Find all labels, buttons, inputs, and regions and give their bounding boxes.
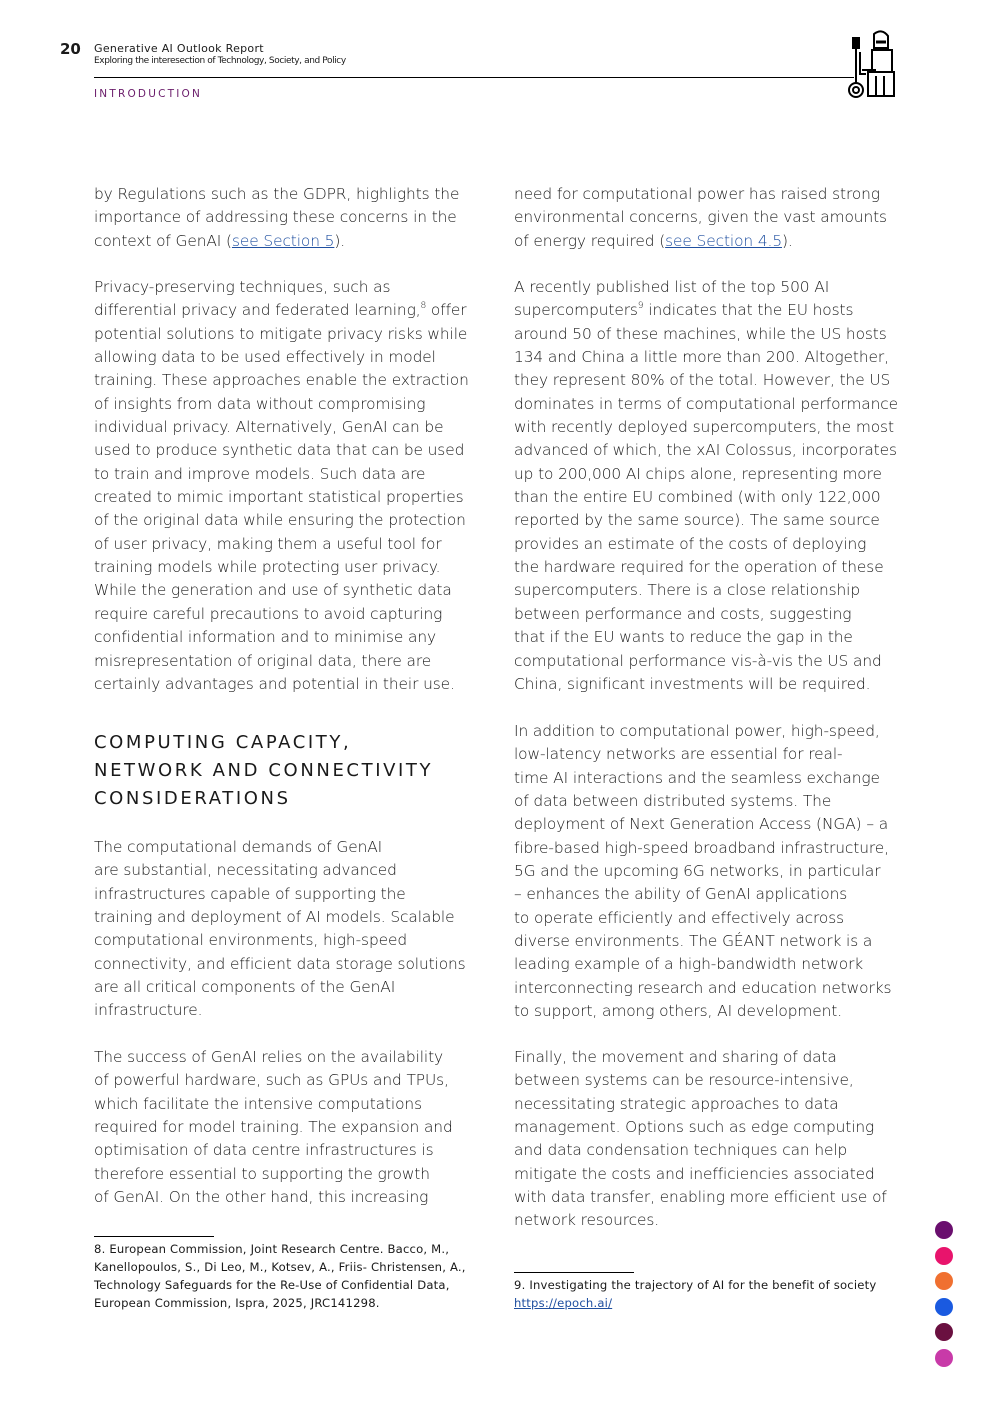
- text-line: [94, 953, 466, 976]
- text-line: [94, 929, 466, 952]
- text-line: [514, 767, 891, 790]
- left-paragraph-2: [94, 276, 469, 696]
- text: need for computational power has raised strong: [514, 185, 880, 203]
- text: misrepresentation of original data, there are: [94, 651, 432, 670]
- illustration-logo-icon: [842, 28, 900, 100]
- text: indicates that the EU hosts: [643, 301, 854, 320]
- section-heading: [94, 729, 433, 813]
- text: mitigate the costs and inefficiencies associated: [514, 1164, 875, 1183]
- text: confidential information and to minimise any: [94, 628, 436, 647]
- text: importance of addressing these concerns in the: [94, 208, 457, 227]
- footnote-9: [514, 1276, 876, 1312]
- text-line: [514, 346, 898, 369]
- text-line: [514, 486, 898, 509]
- text: diverse environments. The GÉANT network is a: [514, 932, 873, 951]
- text-line: [514, 1209, 887, 1232]
- text: necessitating strategic approaches to data: [514, 1094, 839, 1113]
- text-line: [514, 837, 891, 860]
- text: differential privacy and federated learning,: [94, 301, 421, 320]
- page-number: 20: [60, 40, 81, 58]
- text: training. These approaches enable the extraction: [94, 371, 469, 390]
- text-line: [94, 1116, 453, 1139]
- text-line: [94, 999, 466, 1022]
- text: China, significant investments will be required.: [514, 674, 871, 693]
- text-line: [514, 416, 898, 439]
- text-line: [514, 930, 891, 953]
- text-line: [514, 860, 891, 883]
- text: offer: [426, 301, 467, 320]
- text-line: [94, 276, 469, 299]
- text: optimisation of data centre infrastructures is: [94, 1141, 434, 1160]
- text: In addition to computational power, high-speed,: [514, 722, 880, 740]
- footnote-ref[interactable]: 9: [637, 301, 644, 312]
- left-paragraph-4: [94, 1046, 453, 1209]
- text-line: [94, 1046, 453, 1069]
- text-line: [514, 439, 898, 462]
- text-line: [514, 183, 887, 206]
- text-line: [514, 673, 898, 696]
- text: to train and improve models. Such data are: [94, 464, 426, 483]
- text: The computational demands of GenAI: [94, 838, 383, 856]
- text: therefore essential to supporting the growth: [94, 1164, 430, 1183]
- text: The success of GenAI relies on the availability: [94, 1048, 444, 1066]
- header-divider: [94, 77, 854, 78]
- color-dot: [935, 1221, 953, 1239]
- heading-line: NETWORK AND CONNECTIVITY: [94, 760, 434, 781]
- color-dot: [935, 1298, 953, 1316]
- text: around 50 of these machines, while the US hosts: [514, 324, 887, 343]
- text: which facilitate the intensive computations: [94, 1094, 422, 1113]
- footnote-8: [94, 1240, 466, 1312]
- text: Finally, the movement and sharing of data: [514, 1048, 837, 1066]
- text-line: [94, 1139, 453, 1162]
- text: 5G and the upcoming 6G networks, in particular: [514, 862, 881, 881]
- text-line: [514, 463, 898, 486]
- text-line: [94, 346, 469, 369]
- text: infrastructures capable of supporting the: [94, 884, 406, 903]
- text: time AI interactions and the seamless exchange: [514, 768, 880, 787]
- text: – enhances the ability of GenAI applications: [514, 885, 848, 904]
- heading-line: COMPUTING CAPACITY,: [94, 732, 352, 753]
- text: management. Options such as edge computing: [514, 1118, 875, 1137]
- right-paragraph-2: [514, 276, 898, 696]
- text: they represent 80% of the total. However, the US: [514, 371, 891, 390]
- text-line: [514, 883, 891, 906]
- text: computational environments, high-speed: [94, 931, 408, 950]
- footnote-line: 8. European Commission, Joint Research Centre. Bacco, M.,: [94, 1242, 450, 1256]
- text: training models while protecting user privacy.: [94, 558, 441, 577]
- footnote-text: 9. Investigating the trajectory of AI for the benefit of society: [514, 1278, 877, 1292]
- text-line: [94, 976, 466, 999]
- text-line: [94, 206, 459, 229]
- text: dominates in terms of computational performance: [514, 394, 898, 413]
- text: of energy required (: [514, 231, 666, 250]
- text-line: [514, 393, 898, 416]
- text-line: [94, 509, 469, 532]
- text-line: [514, 299, 898, 322]
- text: to operate efficiently and effectively across: [514, 908, 845, 927]
- text-line: [94, 183, 459, 206]
- text-line: [514, 1163, 887, 1186]
- footnote-line: European Commission, Ispra, 2025, JRC141298.: [94, 1296, 380, 1310]
- text: leading example of a high-bandwidth network: [514, 955, 864, 974]
- report-title: Generative AI Outlook Report: [94, 42, 264, 55]
- section-label: INTRODUCTION: [94, 88, 203, 100]
- text-line: [94, 556, 469, 579]
- text: between systems can be resource-intensive,: [514, 1071, 854, 1090]
- text: reported by the same source). The same source: [514, 511, 880, 530]
- text-line: [514, 206, 887, 229]
- text-line: [514, 509, 898, 532]
- text-line: [514, 650, 898, 673]
- text-line: [94, 230, 459, 253]
- text: between performance and costs, suggesting: [514, 604, 852, 623]
- text: certainly advantages and potential in their use.: [94, 674, 455, 693]
- text: require careful precautions to avoid capturing: [94, 604, 443, 623]
- text: 134 and China a little more than 200. Altogether,: [514, 348, 889, 367]
- text: of data between distributed systems. The: [514, 792, 832, 811]
- text-line: [514, 369, 898, 392]
- text-line: [514, 626, 898, 649]
- text-line: [514, 1046, 887, 1069]
- text: are all critical components of the GenAI: [94, 978, 396, 997]
- footnote-link[interactable]: https://epoch.ai/: [514, 1296, 613, 1310]
- text: used to produce synthetic data that can be used: [94, 441, 465, 460]
- color-dot: [935, 1272, 953, 1290]
- text: of powerful hardware, such as GPUs and TPUs,: [94, 1071, 449, 1090]
- text-line: [514, 230, 887, 253]
- text: of GenAI. On the other hand, this increasing: [94, 1188, 429, 1207]
- text: potential solutions to mitigate privacy risks while: [94, 324, 468, 343]
- heading-line: CONSIDERATIONS: [94, 788, 291, 809]
- text-line: [94, 486, 469, 509]
- text-line: [94, 416, 469, 439]
- text: While the generation and use of synthetic data: [94, 581, 452, 600]
- text-line: [94, 533, 469, 556]
- text-line: [514, 953, 891, 976]
- section-link[interactable]: see Section 5: [231, 231, 335, 250]
- text-line: [94, 579, 469, 602]
- text-line: [514, 579, 898, 602]
- text: that if the EU wants to reduce the gap in the: [514, 628, 853, 647]
- text: Privacy-preserving techniques, such as: [94, 278, 391, 296]
- text-line: [94, 323, 469, 346]
- text: low-latency networks are essential for real-: [514, 745, 843, 764]
- text-line: [94, 439, 469, 462]
- text: context of GenAI (: [94, 231, 232, 250]
- text-line: [94, 1093, 453, 1116]
- text: A recently published list of the top 500 AI: [514, 278, 830, 296]
- text-line: [514, 1139, 887, 1162]
- text: by Regulations such as the GDPR, highlights the: [94, 185, 460, 203]
- text: of user privacy, making them a useful tool for: [94, 534, 442, 553]
- text: interconnecting research and education networks: [514, 978, 892, 997]
- text-line: [514, 1116, 887, 1139]
- text: connectivity, and efficient data storage solutions: [94, 954, 466, 973]
- text-line: [514, 743, 891, 766]
- text-line: [514, 1093, 887, 1116]
- text-line: [514, 276, 898, 299]
- text-line: [94, 650, 469, 673]
- right-paragraph-1: [514, 183, 887, 253]
- text-line: [94, 836, 466, 859]
- text-line: [514, 790, 891, 813]
- footnote-divider: [94, 1236, 214, 1237]
- text-line: [514, 533, 898, 556]
- text-line: [514, 323, 898, 346]
- text: environmental concerns, given the vast amounts: [514, 208, 887, 227]
- text-line: [514, 1069, 887, 1092]
- left-paragraph-1: [94, 183, 459, 253]
- text: are substantial, necessitating advanced: [94, 861, 397, 880]
- color-dot: [935, 1323, 953, 1341]
- text-line: [94, 603, 469, 626]
- text-line: [514, 977, 891, 1000]
- text-line: [94, 1186, 453, 1209]
- right-paragraph-3: [514, 720, 891, 1023]
- footnote-line: Kanellopoulos, S., Di Leo, M., Kotsev, A., Friis- Christensen, A.,: [94, 1260, 466, 1274]
- text: infrastructure.: [94, 1001, 203, 1020]
- footnote-divider: [514, 1272, 634, 1273]
- text: to support, among others, AI development.: [514, 1002, 843, 1021]
- text-line: [94, 1069, 453, 1092]
- text: ).: [334, 231, 346, 250]
- text: ).: [782, 231, 793, 250]
- right-paragraph-4: [514, 1046, 887, 1233]
- left-paragraph-3: [94, 836, 466, 1023]
- text: supercomputers: [514, 301, 638, 320]
- text: computational performance vis-à-vis the US and: [514, 651, 882, 670]
- text: than the entire EU combined (with only 122,000: [514, 488, 881, 507]
- text: required for model training. The expansion and: [94, 1118, 453, 1137]
- text-line: [94, 673, 469, 696]
- text: training and deployment of AI models. Scalable: [94, 908, 455, 927]
- text: of insights from data without compromising: [94, 394, 426, 413]
- text-line: [514, 1186, 887, 1209]
- text-line: [94, 463, 469, 486]
- footnote-ref[interactable]: 8: [420, 301, 427, 312]
- text-line: [94, 626, 469, 649]
- text: advanced of which, the xAI Colossus, incorporates: [514, 441, 897, 460]
- text: with data transfer, enabling more efficient use of: [514, 1188, 887, 1207]
- text-line: [514, 556, 898, 579]
- text: individual privacy. Alternatively, GenAI can be: [94, 418, 444, 437]
- text: and data condensation techniques can help: [514, 1141, 848, 1160]
- text: supercomputers. There is a close relationship: [514, 581, 861, 600]
- text-line: [94, 393, 469, 416]
- section-link[interactable]: see Section 4.5: [665, 231, 783, 250]
- text-line: [514, 1000, 891, 1023]
- text: with recently deployed supercomputers, the most: [514, 418, 894, 437]
- text-line: [514, 813, 891, 836]
- text: the hardware required for the operation of these: [514, 558, 884, 577]
- text-line: [514, 603, 898, 626]
- footnote-line: Technology Safeguards for the Re-Use of Confidential Data,: [94, 1278, 450, 1292]
- color-dot: [935, 1247, 953, 1265]
- text-line: [94, 369, 469, 392]
- color-dot: [935, 1349, 953, 1367]
- text: network resources.: [514, 1211, 660, 1230]
- text-line: [514, 720, 891, 743]
- report-subtitle: Exploring the interesection of Technology, Society, and Policy: [94, 56, 346, 66]
- text: of the original data while ensuring the protection: [94, 511, 466, 530]
- text: deployment of Next Generation Access (NGA) – a: [514, 815, 889, 834]
- text-line: [94, 906, 466, 929]
- text-line: [94, 1163, 453, 1186]
- text-line: [514, 907, 891, 930]
- text: up to 200,000 AI chips alone, representing more: [514, 464, 882, 483]
- text: created to mimic important statistical properties: [94, 488, 464, 507]
- text: fibre-based high-speed broadband infrastructure,: [514, 838, 889, 857]
- text: provides an estimate of the costs of deploying: [514, 534, 867, 553]
- text-line: [94, 299, 469, 322]
- text-line: [94, 883, 466, 906]
- text-line: [94, 859, 466, 882]
- text: allowing data to be used effectively in model: [94, 348, 436, 367]
